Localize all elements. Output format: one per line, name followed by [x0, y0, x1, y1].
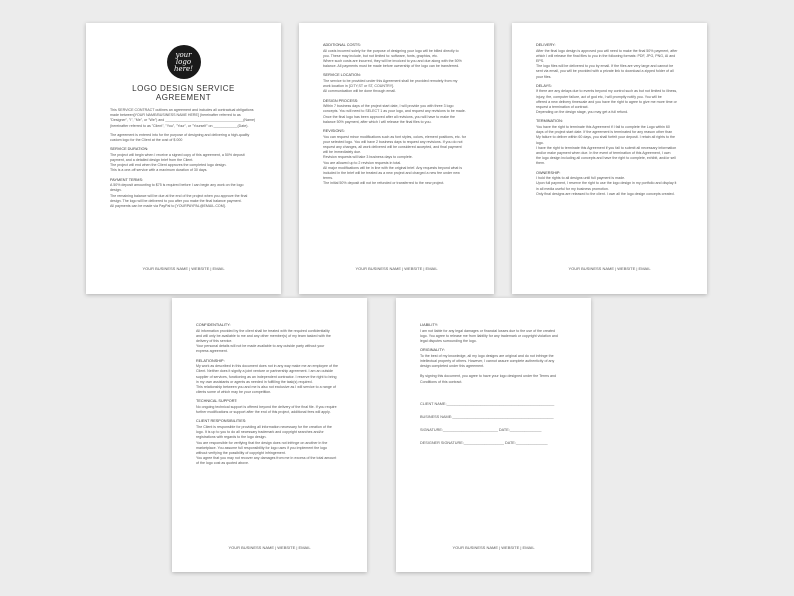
text-line: included in the brief will be treated as a new project and charged a new fee under new [323, 171, 460, 176]
document-title: LOGO DESIGN SERVICE AGREEMENT [132, 84, 235, 102]
section-heading: ADDITIONAL COSTS: [323, 43, 361, 47]
document-page-1 [86, 23, 281, 294]
location-paragraph [323, 79, 470, 95]
logo-placeholder [167, 45, 201, 79]
text-line: The project will begin when I receive a signed copy of this agreement, a 50% deposit [110, 152, 245, 157]
text-line: My work as described in this document does not in any way make me an employee of the [196, 364, 339, 369]
text-line: registrations with regards to the logo design. [196, 435, 267, 440]
text-line: A 50% deposit amounting to $75 is required before I can begin any work on the logo [110, 183, 244, 188]
section-heading: ORIGINALITY: [420, 348, 445, 353]
text-line: You are responsible for verifying that the design does not infringe on another in the [196, 440, 328, 445]
text-line: payment, and a detailed design brief from the Client. [110, 158, 194, 163]
support-paragraph [196, 405, 343, 415]
text-line: I am not liable for any legal damages or financial losses due to the use of the created [420, 328, 556, 333]
page-footer: YOUR BUSINESS NAME | WEBSITE | EMAIL [142, 266, 225, 271]
section-heading: DESIGN PROCESS: [323, 98, 359, 103]
text-line: I hold the rights to all designs until full payment is made. [536, 176, 626, 181]
delays-paragraph [536, 89, 683, 115]
closing-paragraph [420, 374, 567, 384]
text-line: supplier of services, functioning as an independent contractor. I reserve the right to bring [196, 374, 337, 379]
text-line: custom logo for the Client at the cost of $ 000 [110, 138, 183, 143]
text-line: injury, fire, computer failure, act of god etc, I will promptly notify you. You will be [536, 94, 662, 99]
document-page-3 [512, 23, 707, 294]
text-line: concepts. You will need to SELECT 1 as your logo, and request any revisions to be made. [323, 109, 466, 114]
text-line: and/or make payment when due. In the event of termination of this Agreement, I own [536, 151, 671, 156]
text-line: your files. [536, 74, 552, 79]
text-line: of the logo cost as quoted above. [196, 461, 249, 466]
text-line: Upon full payment, I reserve the right to use the logo design in my portfolio and display it [536, 181, 677, 186]
business-name-line: BUSINESS NAME:________________________________________________ [420, 414, 554, 419]
text-line: All information provided by the client shall be treated with the required confidentiality [196, 328, 330, 333]
process-paragraph [323, 104, 470, 125]
text-line: You agree that you may not recover any damages from me in excess of the total amount [196, 456, 337, 461]
text-line: The project will end when the Client approves the completed logo design. [110, 163, 227, 168]
text-line: in my own assistants or agents as needed in fulfilling the task(s) required. [196, 379, 313, 384]
document-page-4 [172, 298, 367, 572]
text-line: EPS. [536, 59, 545, 63]
text-line: This SERVICE CONTRACT outlines an agreement and includes all contractual obligations [110, 108, 254, 112]
signature-line: SIGNATURE:__________________________ DATE:_______________ [420, 427, 542, 432]
page-footer: YOUR BUSINESS NAME | WEBSITE | EMAIL [568, 266, 651, 271]
relationship-paragraph [196, 364, 343, 395]
text-line: You are allowed up to 2 revision requests in total. [323, 160, 402, 165]
text-line: balance 50% payment, after which I will release the final files to you. [323, 119, 432, 124]
purpose-paragraph [110, 133, 257, 143]
logo-text: your logo here! [174, 50, 193, 73]
section-heading: SERVICE DURATION: [110, 147, 149, 152]
text-line: All major modifications will be in line with the original brief. Any requests beyond what is [323, 165, 463, 170]
text-line: This relationship between you and me is also not exclusive as I will service to a range of [196, 385, 336, 390]
text-line: The initial 50% deposit will not be refunded or transferred to the new project. [323, 181, 445, 186]
text-line: request any changes, all work delivered will be considered accepted, and final payment [323, 145, 462, 150]
text-line: offered a new delivery timescale and you have the right to agree to give me more time or [536, 99, 677, 104]
text-line: delivery of this service. [196, 339, 233, 343]
duration-paragraph [110, 153, 257, 174]
termination-paragraph [536, 125, 683, 167]
text-line: The logo files will be delivered to you by email. If the files are very large and cannot be [536, 64, 674, 69]
text-line: made between[YOUR NAME/BUSINESS NAME HERE] (hereinafter referred to as [110, 113, 241, 118]
text-line: If there are any delays due to events beyond my control such as but not limited to illness, [536, 89, 678, 94]
text-line: Your personal details will not be made available to any outside party without your [196, 344, 325, 349]
document-page-2 [299, 23, 494, 294]
text-line: Conditions of this contract. [420, 379, 463, 384]
payment-paragraph [110, 183, 257, 209]
text-line: your selected logo. You will have 2 business days to request any revisions. If you do not [323, 139, 463, 144]
text-line: This is a one-off service with a maximum duration of 30 days. [110, 168, 208, 173]
text-line: The remaining balance will be due at the end of the project when you approve the final [110, 193, 248, 198]
text-line: Within 7 business days of the project start date, I will provide you with three 3 logo [323, 104, 454, 109]
text-line: request a termination of contract. [536, 105, 589, 110]
text-line: sent via email, you will be provided with a private link to download a zipped folder of all [536, 69, 674, 74]
text-line: All costs incurred solely for the purpose of designing your logo will be billed directly to [323, 48, 459, 53]
section-heading: DELAYS: [536, 83, 552, 88]
delivery-paragraph [536, 49, 683, 80]
text-line: Once the final logo has been approved after all revisions, you will have to make the [323, 114, 456, 119]
text-line: express agreement. [196, 349, 228, 354]
text-line: marketplace. You assume full responsibility for logo uses if you implement the logo [196, 445, 328, 450]
text-line: logo. You agree to release me from liability for any trademark or copyright violation and [420, 333, 558, 338]
text-line: Client. Neither does it signify a joint venture or partnership agreement. I am an outside [196, 369, 334, 374]
responsibilities-paragraph [196, 425, 343, 467]
text-line: further modifications or support after the end of this project, additional fees will apply. [196, 410, 331, 415]
section-heading: LIABILITY: [420, 323, 439, 327]
text-line: logo. [536, 140, 544, 145]
section-heading: TECHNICAL SUPPORT: [196, 399, 238, 404]
text-line: My failure to deliver within 60 days, you shall forfeit your deposit. I retain all rights to the [536, 135, 676, 140]
revisions-paragraph [323, 135, 470, 187]
text-line: Revision requests will take 3 business days to complete. [323, 155, 413, 160]
text-line: I have the right to terminate this Agreement if you fail to submit all necessary information [536, 145, 677, 150]
text-line: legal disputes surrounding the logo. [420, 339, 477, 343]
text-line: You have the right to terminate this Agreement if I fail to complete the Logo within 60 [536, 125, 670, 130]
text-line: The service to be provided under this Agreement shall be provided remotely from my [323, 79, 458, 83]
text-line: The Client is responsible for providing all information necessary for the creation of the [196, 425, 332, 430]
text-line: "Designer", "I", "Me", or "We") and _______________________________________(Name) [110, 118, 256, 123]
costs-paragraph [323, 49, 470, 70]
page-footer: YOUR BUSINESS NAME | WEBSITE | EMAIL [355, 266, 438, 271]
section-heading: RELATIONSHIP: [196, 358, 225, 363]
intro-paragraph [110, 108, 257, 129]
text-line: work location in [CITY,ST or ST, COUNTRY]. [323, 84, 395, 89]
document-page-5 [396, 298, 591, 572]
text-line: Depending on the design stage, you may get a full refund. [536, 110, 629, 115]
text-line: without verifying the possibility of copyright infringement. [196, 451, 286, 456]
text-line: terms. [323, 176, 333, 181]
text-line: (hereinafter referred to as "Client", "You", "Your", or "Yourself" on ____________(Date). [110, 123, 249, 128]
section-heading: CLIENT RESPONSIBILITIES: [196, 419, 247, 424]
text-line: Only final designs are released to the client. I own all the logo design concepts created. [536, 191, 675, 196]
section-heading: PAYMENT TERMS: [110, 177, 144, 182]
section-heading: CONFIDENTIALITY: [196, 323, 231, 327]
text-line: you. These may include, but not limited to: software, fonts, graphics, etc. [323, 53, 438, 58]
text-line: All payments can be made via PayPal to [YOURPAYPAL@EMAIL.COM]. [110, 204, 226, 209]
client-name-line: CLIENT NAME:___________________________________________________ [420, 401, 555, 406]
section-heading: SERVICE LOCATION: [323, 73, 361, 78]
text-line: You can request minor modifications such as font styles, colors, element positions, etc. for [323, 134, 466, 139]
text-line: Where such costs are incurred, they will be invoiced to you and due along with the 50% [323, 59, 462, 63]
text-line: design completed under this agreement. [420, 364, 485, 369]
text-line: After the final logo design is approved you will need to make the final 50% payment, after [536, 48, 678, 53]
text-line: intellectual property of others. However, I cannot assure complete authenticity of any [420, 359, 555, 363]
liability-paragraph [420, 329, 567, 345]
originality-paragraph [420, 354, 567, 370]
text-line: The agreement is entered into for the purpose of designing and delivering a high-quality [110, 132, 250, 137]
section-heading: TERMINATION: [536, 119, 563, 124]
section-heading: OWNERSHIP: [536, 170, 561, 175]
section-heading: REVISIONS: [323, 129, 345, 134]
text-line: will be immediately due. [323, 150, 362, 155]
page-footer: YOUR BUSINESS NAME | WEBSITE | EMAIL [228, 545, 311, 550]
ownership-paragraph [536, 176, 683, 197]
text-line: them. [536, 161, 545, 166]
text-line: balance. All payments must be made before ownership of the logo can be transferred. [323, 64, 460, 69]
text-line: which I will release the final files to you in the following formats: PDF, JPG, PNG, AI and [536, 53, 676, 58]
text-line: days of the project start date. If the agreement is terminated for any reason other than [536, 130, 673, 135]
text-line: design. The logo will be delivered to you after you make the final balance payment. [110, 198, 242, 203]
text-line: clients some of which may be your competition. [196, 390, 272, 395]
text-line: All communication will be done through email. [323, 89, 396, 94]
text-line: design. [110, 188, 122, 193]
text-line: To the best of my knowledge, all my logo designs are original and do not infringe the [420, 353, 554, 358]
text-line: the logo design including all concepts and have the right to complete, exhibit, and/or sell [536, 156, 676, 161]
designer-signature-line: DESIGNER SIGNATURE:___________________ DATE:_______________ [420, 440, 548, 445]
text-line: No ongoing technical support is offered beyond the delivery of the final file. If you require [196, 405, 337, 410]
confidentiality-paragraph [196, 329, 343, 355]
page-footer: YOUR BUSINESS NAME | WEBSITE | EMAIL [452, 545, 535, 550]
section-heading: DELIVERY: [536, 43, 556, 47]
text-line: By signing this document, you agree to have your logo designed under the Terms and [420, 374, 556, 379]
text-line: and will only be available to me and any other member(s) of my team tasked with the [196, 333, 331, 338]
text-line: logo. It is up to you to do all necessary trademark and copyright searches and/or [196, 430, 324, 435]
text-line: in all media useful for my business promotion. [536, 186, 609, 191]
